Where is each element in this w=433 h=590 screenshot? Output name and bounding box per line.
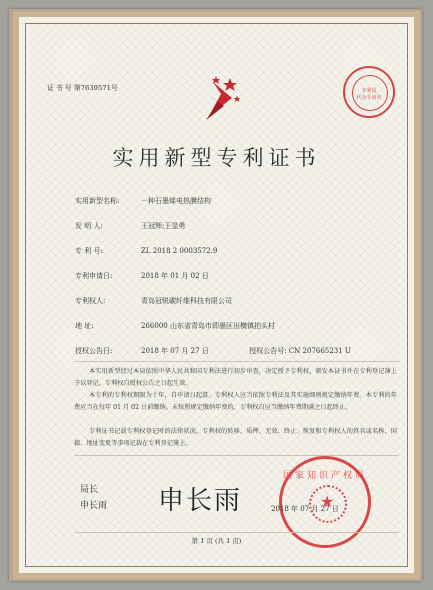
national-emblem-icon xyxy=(204,72,240,122)
divider xyxy=(74,532,399,533)
page-number: 第 1 页 (共 1 页) xyxy=(191,537,242,545)
director-title: 局长 xyxy=(80,485,99,495)
field-row xyxy=(75,221,185,231)
announce-row xyxy=(75,346,351,356)
field-value: 王冠辉;王显勇 xyxy=(141,222,186,230)
director-signature: 申长雨 xyxy=(158,486,243,516)
divider xyxy=(74,455,399,456)
announce-number-value: CN 207665231 U xyxy=(288,347,351,355)
certificate-sheet xyxy=(13,11,420,579)
field-value: 一种石墨烯电热膜结构 xyxy=(141,197,211,205)
field-label: 地 址: xyxy=(75,322,94,330)
field-row xyxy=(75,271,209,281)
paragraph: 本专利的专利权期限为十年，自申请日起算。专利权人应当依照专利法及其实施细则规定缴纳年费。本专利的年费应当在每年 01 月 02 日前缴纳。未按照规定缴纳年费的，专利权自应当缴纳年费期满之日起终止。 xyxy=(74,392,397,411)
field-label: 专利权人: xyxy=(75,297,106,305)
announce-date-value: 2018 年 07 月 27 日 xyxy=(141,347,209,355)
paragraph: 本实用新型经过本局依照中华人民共和国专利法进行初步审查，决定授予专利权，颁发本证书并在专利登记簿上予以登记。专利权自授权公告之日起生效。 xyxy=(74,368,397,387)
issue-date: 2018 年 07 月 27 日 xyxy=(271,505,339,513)
field-value: 青岛冠锐碳纤维科技有限公司 xyxy=(141,297,232,305)
field-row xyxy=(75,246,217,256)
announce-number-label: 授权公告号: xyxy=(249,347,287,355)
stamp-text: 专利局 xyxy=(361,88,377,94)
paragraph: 专利证书记载专利权登记时的法律状况。专利权的转移、质押、无效、终止、恢复和专利权人的姓名或名称、国籍、地址变更等事项记载在专利登记簿上。 xyxy=(74,428,397,447)
field-value: ZL 2018 2 0003572.9 xyxy=(141,247,218,255)
field-label: 专利申请日: xyxy=(75,272,113,280)
field-value: 266000 山东省青岛市即墨区田横镇拍头村 xyxy=(141,322,275,330)
field-row xyxy=(75,196,211,206)
divider xyxy=(74,361,399,362)
field-label: 专 利 号: xyxy=(75,247,103,255)
stamp-text: 代办专用章 xyxy=(356,95,382,101)
field-row xyxy=(75,296,232,306)
director-name-label: 申长雨 xyxy=(80,501,108,511)
field-label: 发 明 人: xyxy=(75,222,103,230)
field-value: 2018 年 01 月 02 日 xyxy=(141,272,209,280)
announce-date-label: 授权公告日: xyxy=(75,347,113,355)
field-row xyxy=(75,321,275,331)
certificate-inner-border xyxy=(25,23,408,567)
field-label: 实用新型名称: xyxy=(75,197,120,205)
certificate-number: 证 书 号 第7639571号 xyxy=(47,84,118,92)
agency-stamp xyxy=(343,66,395,118)
seal-text: 国家知识产权局 xyxy=(282,471,367,481)
official-seal xyxy=(279,456,371,548)
certificate-title: 实用新型专利证书 xyxy=(112,146,321,170)
